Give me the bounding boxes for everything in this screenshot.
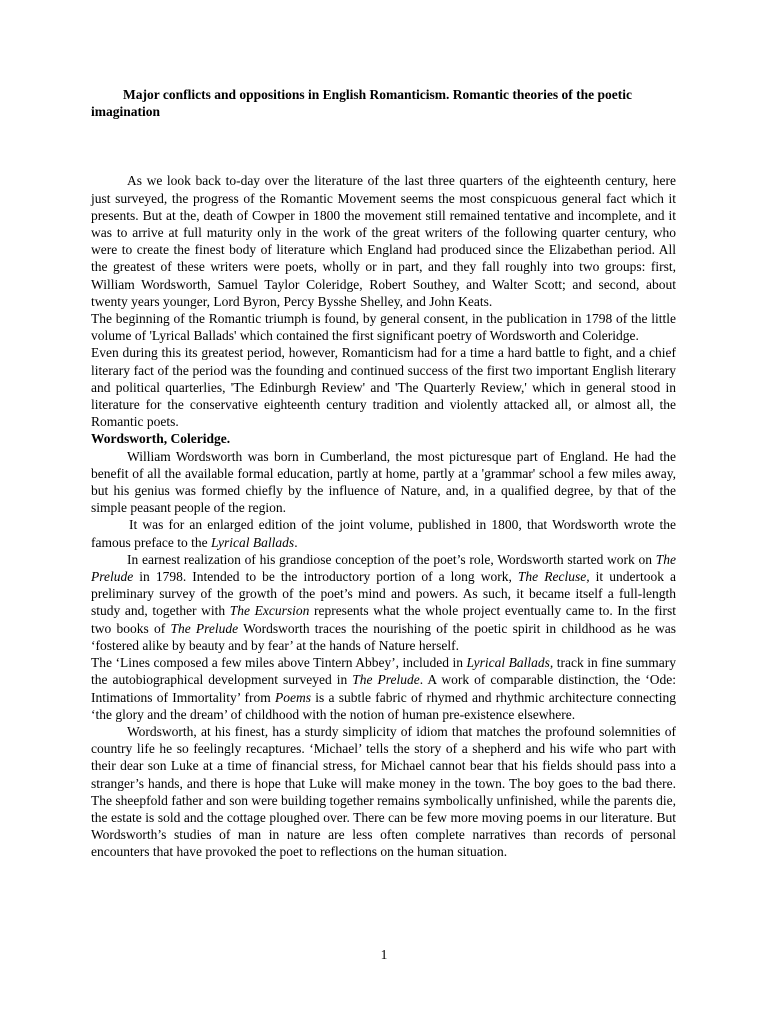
work-title: The Prelude	[352, 672, 420, 688]
paragraph-tintern-abbey	[91, 654, 676, 723]
text-run: . A work of comparable distinction, the ‘Ode: Intimations of Immortality’ from	[91, 672, 677, 705]
document-body	[91, 86, 676, 861]
text-run: Wordsworth traces the nourishing of the poetic spirit in childhood as he was ‘fostered alike by beauty and by fear’ at the hands of Nature herself.	[91, 620, 677, 653]
section-heading: Wordsworth, Coleridge.	[91, 431, 231, 447]
document-title: Major conflicts and oppositions in English Romanticism. Romantic theories of the poetic imagination	[91, 87, 632, 120]
paragraph-preface	[91, 516, 676, 550]
spacer	[91, 120, 676, 172]
work-title: Poems	[275, 689, 312, 705]
work-title: Lyrical Ballads	[210, 534, 295, 550]
paragraph-michael: Wordsworth, at his finest, has a sturdy simplicity of idiom that matches the profound solemnities of country life he so feelingly recaptures. ‘Michael’ tells the story of a shepherd and his wife who part with their dear son Luke at a time of financial stress, for Michael cannot bear that his fields should pass into a stranger’s hands, and there is hope that Luke will make money in the town. The boy goes to the bad there. The sheepfold father and son were building together remains symbolically unfinished, while the parents die, the estate is sold and the cottage ploughed over. There can be few more moving poems in our literature. But Wordsworth’s studies of man in nature are less often complete narratives than records of personal encounters that have provoked the poet to reflections on the human situation.	[91, 723, 676, 860]
paragraph-romantic-triumph: The beginning of the Romantic triumph is found, by general consent, in the publication in 1798 of the little volume of 'Lyrical Ballads' which contained the first significant poetry of Wordsworth and Coleridge.	[91, 311, 676, 344]
text-run: track in fine summary the autobiographical development surveyed in	[91, 655, 676, 688]
work-title: The Excursion	[229, 603, 310, 619]
work-title: The Prelude	[91, 551, 676, 585]
page-number: 1	[380, 947, 388, 962]
text-run: .	[294, 534, 298, 550]
text-run: The ‘Lines composed a few miles above Tintern Abbey’, included in	[91, 655, 467, 671]
text-run: is a subtle fabric of rhymed and rhythmic architecture connecting ‘the glory and the dream’ of childhood with the notion of human pre-existence elsewhere.	[91, 689, 676, 722]
paragraph-intro: As we look back to-day over the literature of the last three quarters of the eighteenth century, here just surveyed, the progress of the Romantic Movement seems the most conspicuous general fact which it presents. But at the, death of Cowper in 1800 the movement still remained tentative and incomplete, and it was to arrive at full maturity only in the work of the great writers of the following quarter century, who were to create the finest body of literature which England had produced since the Elizabethan period. All the greatest of these writers were poets, wholly or in part, and they fall roughly into two groups: first, William Wordsworth, Samuel Taylor Coleridge, Robert Southey, and Walter Scott; and second, about twenty years younger, Lord Byron, Percy Bysshe Shelley, and John Keats.	[91, 173, 676, 309]
text-run: in 1798. Intended to be the introductory portion of a long work,	[133, 569, 518, 585]
work-title: Lyrical Ballads,	[466, 655, 554, 671]
work-title: The Recluse,	[517, 569, 590, 585]
paragraph-wordsworth-birth: William Wordsworth was born in Cumberland, the most picturesque part of England. He had the benefit of all the available formal education, partly at home, partly at a 'grammar' school a few miles away, but his genius was formed chiefly by the influence of Nature, and, in a qualified degree, by that of the simple peasant people of the region.	[91, 448, 676, 516]
text-run: represents what the whole project eventually came to. In the first two books of	[91, 603, 676, 636]
work-title: The Prelude	[170, 620, 239, 636]
text-run: It was for an enlarged edition of the joint volume, published in 1800, that Wordsworth wrote the famous preface to the	[91, 517, 676, 550]
text-run: In earnest realization of his grandiose conception of the poet’s role, Wordsworth started work on	[127, 551, 656, 567]
text-run: it undertook a preliminary survey of the growth of the poet’s mind and powers. As such, it became itself a full-length study and, together with	[91, 569, 676, 619]
paragraph-greatest-period: Even during this its greatest period, however, Romanticism had for a time a hard battle to fight, and a chief literary fact of the period was the founding and continued success of the first two important English literary and political quarterlies, 'The Edinburgh Review' and 'The Quarterly Review,' which in general stood in literature for the conservative eighteenth century tradition and violently attacked all, or almost all, the Romantic poets.	[91, 345, 676, 430]
paragraph-prelude	[91, 551, 676, 654]
